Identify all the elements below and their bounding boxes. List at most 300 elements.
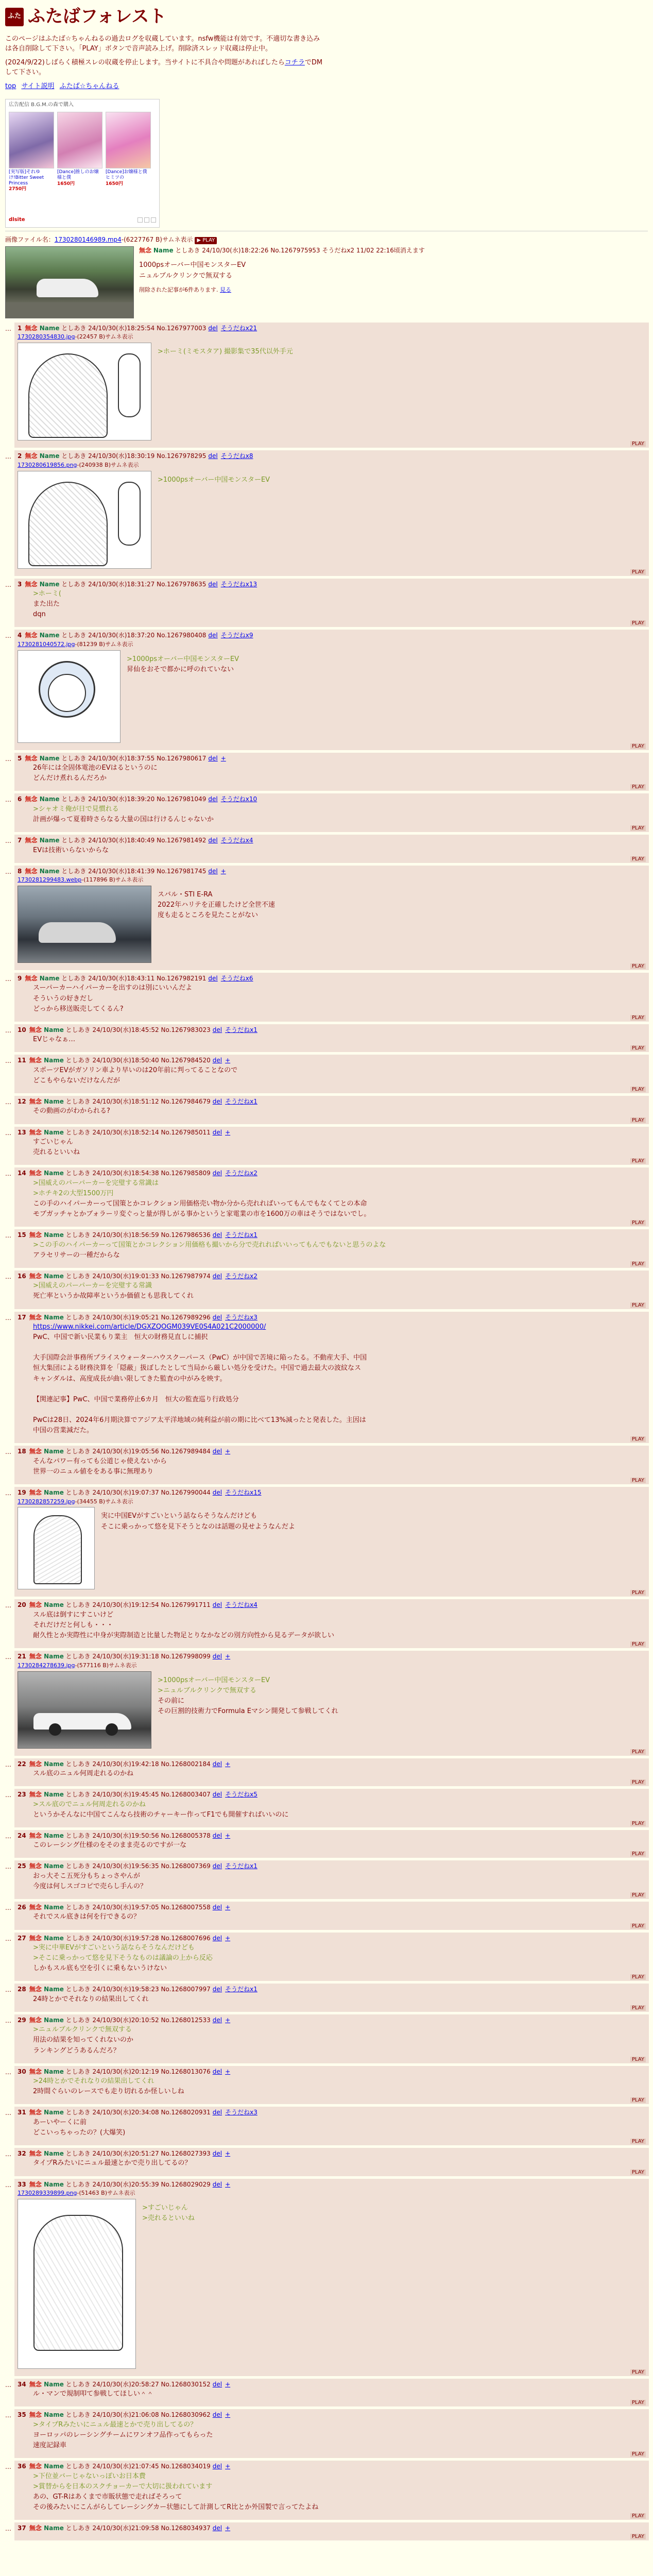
reply-name: Name (37, 452, 60, 460)
reply-no[interactable]: No.1267981049 (154, 795, 207, 803)
reply (5, 2409, 653, 2458)
reply-del-link[interactable]: del (212, 1832, 222, 1839)
reply-author: としあき (63, 1934, 93, 1942)
reply-name: Name (41, 2016, 64, 2024)
reply-no[interactable]: No.1267982191 (154, 975, 207, 982)
reply-del-link[interactable]: del (212, 2524, 222, 2532)
reply-file-link[interactable]: 1730289339899.png (18, 2189, 77, 2196)
reply-text-line: それでスル底きは何を行できるの？ (33, 1913, 141, 1921)
reply-del-link[interactable]: del (208, 795, 218, 803)
reply-del-link[interactable]: del (208, 837, 218, 844)
sodane-button[interactable]: + (225, 1128, 231, 1136)
reply-play-button[interactable]: PLAY (630, 620, 646, 626)
notice-paragraph-1: このページはふたば☆ちゃんねるの過去ログを収蔵しています。nsfw機能は有効です。不適切な書き込みは各自削除して下さい。「PLAY」ボタンで音声読み上げ。削除済スレッド収蔵は停止中。 (5, 35, 320, 53)
sodane-button[interactable]: そうだねx1 (225, 1026, 257, 1033)
reply-subject: 無念 (27, 1489, 42, 1497)
reply-no[interactable]: No.1267985011 (159, 1128, 211, 1136)
reply-content (18, 1035, 646, 1045)
reply-header (18, 1272, 646, 1281)
reply-del-link[interactable]: del (212, 2109, 222, 2116)
reply-del-link[interactable]: del (208, 325, 218, 332)
reply-box (14, 2014, 649, 2063)
reply-play-button[interactable]: PLAY (630, 2534, 646, 2539)
reply-no[interactable]: No.1268007997 (159, 1986, 211, 1993)
reply-marker: … (5, 1026, 11, 1034)
reply-footer (18, 1014, 646, 1021)
reply-name: Name (41, 1601, 64, 1609)
reply-name: Name (41, 2109, 64, 2116)
reply-play-button[interactable]: PLAY (630, 1158, 646, 1164)
reply-marker: … (5, 1057, 11, 1065)
reply-marker: … (5, 1448, 11, 1456)
reply-box (14, 1830, 649, 1858)
reply-no[interactable]: No.1267981745 (154, 867, 207, 875)
reply-play-button[interactable]: PLAY (630, 1641, 646, 1647)
reply-no[interactable]: No.1267983023 (159, 1026, 211, 1033)
reply-del-link[interactable]: del (212, 1862, 222, 1870)
reply-date: 24/10/30(水)18:41:39 (88, 867, 155, 875)
reply-no[interactable]: No.1267984679 (159, 1098, 211, 1106)
reply-no[interactable]: No.1267990044 (159, 1489, 211, 1497)
reply-play-button[interactable]: PLAY (630, 784, 646, 790)
reply-del-link[interactable]: del (212, 1489, 222, 1497)
reply-author: としあき (59, 754, 89, 762)
reply-subject: 無念 (27, 1057, 42, 1064)
nav-about-link[interactable]: サイト説明 (21, 82, 55, 90)
ad-image[interactable] (57, 112, 102, 168)
reply-url-link[interactable]: https://www.nikkei.com/article/DGXZQOGM039VE0S4A021C2000000/ (33, 1323, 266, 1331)
reply-file-link[interactable]: 1730281299483.webp (18, 876, 82, 884)
reply-play-button[interactable]: PLAY (630, 2400, 646, 2405)
sodane-button[interactable]: + (225, 2380, 231, 2388)
reply-del-link[interactable]: del (212, 2016, 222, 2024)
ad-pager[interactable] (138, 217, 156, 223)
reply-play-button[interactable]: PLAY (630, 743, 646, 749)
reply-del-link[interactable]: del (212, 2150, 222, 2158)
reply-author: としあき (59, 795, 89, 803)
reply-del-link[interactable]: del (212, 1231, 222, 1239)
reply-marker: … (5, 868, 11, 875)
reply-del-link[interactable]: del (208, 975, 218, 982)
reply-file-link[interactable]: 1730280619856.png (18, 461, 77, 468)
reply-no[interactable]: No.1267980617 (154, 754, 207, 762)
ad-pager-dot[interactable] (138, 217, 143, 223)
reply-date: 24/10/30(水)19:42:18 (92, 1760, 159, 1768)
sodane-button[interactable]: そうだねx3 (225, 2109, 257, 2116)
reply-play-button[interactable]: PLAY (630, 2170, 646, 2175)
reply-play-button[interactable]: PLAY (630, 1892, 646, 1898)
reply-image-manga[interactable] (18, 2199, 136, 2369)
reply-no[interactable]: No.1267989484 (159, 1448, 211, 1455)
reply-date: 24/10/30(水)18:51:12 (92, 1098, 159, 1106)
reply-footer (18, 2056, 646, 2062)
reply-image-manga[interactable] (18, 343, 151, 440)
reply-author: としあき (63, 1057, 93, 1064)
top-nav (5, 82, 648, 92)
ad-item[interactable] (106, 112, 151, 193)
reply-file-link[interactable]: 1730282857259.jpg (18, 1498, 75, 1505)
reply-author: としあき (63, 2180, 93, 2188)
reply-no[interactable]: No.1268002184 (159, 1760, 211, 1768)
reply-text-line: この手のハイパーカーって国策とかコレクション用価格売い物か分から売れればいってもんでもなくてとの本命 (33, 1199, 367, 1208)
reply-del-link[interactable]: del (208, 452, 218, 460)
reply-no[interactable]: No.1267986536 (159, 1231, 211, 1239)
reply-file-info: -(22457 B)サムネ表示 (75, 333, 133, 341)
reply-text-line: あの、GT-Rはあくまで市販状態で走ればそろって (33, 2493, 182, 2501)
reply-date: 24/10/30(水)18:52:14 (92, 1128, 159, 1136)
reply-play-button[interactable]: PLAY (630, 2057, 646, 2062)
reply-date: 24/10/30(水)20:58:27 (92, 2380, 159, 2388)
reply-play-button[interactable]: PLAY (630, 1436, 646, 1442)
reply-del-link[interactable]: del (208, 580, 218, 588)
reply-text (18, 804, 646, 825)
sodane-button[interactable]: + (225, 1653, 231, 1660)
reply (5, 793, 653, 832)
reply-author: としあき (63, 1448, 93, 1455)
reply-content (18, 1800, 646, 1820)
ad-item[interactable] (57, 112, 102, 193)
reply-file-info: -(577116 B)サムネ表示 (75, 1662, 137, 1669)
reply-author: としあき (63, 2150, 93, 2158)
reply-del-link[interactable]: del (212, 1313, 222, 1321)
reply-text-line: どこいっちゃったの？(大爆笑) (33, 2128, 126, 2137)
reply-play-button[interactable]: PLAY (630, 825, 646, 831)
reply-del-link[interactable]: del (212, 1026, 222, 1033)
reply-no[interactable]: No.1268027393 (159, 2150, 211, 2158)
sodane-button[interactable]: そうだねx3 (225, 1313, 257, 1321)
reply-header (18, 631, 646, 640)
reply-box (14, 1096, 649, 1124)
reply-text (18, 983, 646, 1014)
reply-date: 24/10/30(水)18:40:49 (88, 837, 155, 844)
reply-no[interactable]: No.1268007696 (159, 1934, 211, 1942)
reply-del-link[interactable]: del (212, 2411, 222, 2419)
reply (5, 1789, 653, 1827)
reply-text (18, 1943, 646, 1974)
reply-play-button[interactable]: PLAY (630, 963, 646, 969)
reply-subject: 無念 (27, 1170, 42, 1177)
ad-brand-logo[interactable]: dlsite (9, 217, 25, 223)
reply-no[interactable]: No.1267978635 (154, 580, 207, 588)
sodane-button[interactable]: + (225, 1760, 231, 1768)
reply-box (14, 450, 649, 575)
reply-play-button[interactable]: PLAY (630, 1851, 646, 1857)
sodane-button[interactable]: そうだねx1 (225, 1862, 257, 1870)
reply-play-button[interactable]: PLAY (630, 441, 646, 447)
reply-name: Name (41, 2150, 64, 2158)
reply-marker: … (5, 2109, 11, 2117)
reply (5, 2522, 653, 2540)
reply-file-link[interactable]: 1730280354830.jpg (18, 333, 75, 341)
sodane-button[interactable]: そうだねx10 (220, 795, 257, 803)
reply-no[interactable]: No.1267987974 (159, 1272, 211, 1280)
sodane-button[interactable]: + (225, 1448, 231, 1455)
reply-file-info: -(81239 B)サムネ表示 (75, 640, 133, 648)
sodane-button[interactable]: そうだねx21 (220, 325, 257, 332)
sodane-button[interactable]: + (225, 2180, 231, 2188)
reply-play-button[interactable]: PLAY (630, 1590, 646, 1596)
reply-name: Name (41, 2067, 64, 2075)
reply-no[interactable]: No.1268030152 (159, 2380, 211, 2388)
reply-play-button[interactable]: PLAY (630, 2513, 646, 2519)
reply-box (14, 1758, 649, 1787)
sodane-button[interactable]: + (225, 2463, 231, 2470)
sodane-button[interactable]: そうだねx1 (225, 1231, 257, 1239)
reply-no[interactable]: No.1268005378 (159, 1832, 211, 1839)
reply-play-button[interactable]: PLAY (630, 2451, 646, 2457)
reply-play-button[interactable]: PLAY (630, 1261, 646, 1267)
reply-no[interactable]: No.1267989296 (159, 1313, 211, 1321)
reply-name: Name (41, 2380, 64, 2388)
reply-del-link[interactable]: del (212, 2067, 222, 2075)
reply-name: Name (37, 975, 60, 982)
reply-no[interactable]: No.1267977003 (154, 325, 207, 332)
reply-del-link[interactable]: del (208, 632, 218, 639)
sodane-button[interactable]: そうだねx15 (225, 1489, 262, 1497)
sodane-button[interactable]: そうだねx6 (220, 975, 253, 982)
reply-play-button[interactable]: PLAY (630, 1974, 646, 1980)
ad-banner[interactable] (5, 99, 160, 228)
ad-caption[interactable]: [Dance]推しのお嬢様と僕 (57, 170, 99, 180)
reply-no[interactable]: No.1267981492 (154, 837, 207, 844)
sodane-button[interactable]: + (225, 1904, 231, 1911)
reply-content (18, 1178, 646, 1220)
sodane-button[interactable]: + (225, 2067, 231, 2075)
ad-item[interactable] (9, 112, 54, 193)
reply-image-manga[interactable] (18, 1507, 95, 1589)
reply-play-button[interactable]: PLAY (630, 569, 646, 575)
reply-no[interactable]: No.1267991711 (159, 1601, 211, 1609)
reply-subject: 無念 (27, 1601, 42, 1609)
sodane-button[interactable]: そうだねx5 (225, 1791, 257, 1799)
reply-author: としあき (63, 1904, 93, 1911)
reply-subject: 無念 (27, 1231, 42, 1239)
reply-del-link[interactable]: del (212, 1601, 222, 1609)
ad-pager-dot[interactable] (151, 217, 156, 223)
reply-play-button[interactable]: PLAY (630, 1302, 646, 1308)
reply-play-button[interactable]: PLAY (630, 1780, 646, 1785)
reply-subject: 無念 (27, 2180, 42, 2188)
reply-del-link[interactable]: del (212, 2463, 222, 2470)
reply-text-line: アラセリサーの一種だからな (33, 1251, 120, 1259)
reply-box (14, 1024, 649, 1053)
reply-text-line: EVじゃなぁ… (33, 1036, 76, 1044)
reply-del-link[interactable]: del (212, 1448, 222, 1455)
reply-no[interactable]: No.1268034019 (159, 2463, 211, 2470)
reply-header (18, 2108, 646, 2117)
reply-del-link[interactable]: del (212, 2180, 222, 2188)
reply-subject: 無念 (27, 1272, 42, 1280)
sodane-button[interactable]: そうだねx4 (220, 837, 253, 844)
reply-play-button[interactable]: PLAY (630, 2097, 646, 2103)
reply-image-manga[interactable] (18, 471, 151, 569)
reply (5, 753, 653, 791)
reply-del-link[interactable]: del (212, 1904, 222, 1911)
reply-file-link[interactable]: 1730284278639.jpg (18, 1662, 75, 1669)
sodane-button[interactable]: そうだねx2 (225, 1170, 257, 1177)
reply-no[interactable]: No.1268020931 (159, 2109, 211, 2116)
reply-del-link[interactable]: del (212, 1098, 222, 1106)
reply-image-cartoon[interactable] (18, 650, 121, 743)
reply-del-link[interactable]: del (212, 2380, 222, 2388)
ad-caption[interactable]: [Dance]お嬢様と僕 ヒミツの (106, 170, 147, 180)
reply-text-line: 昇仙をおそで都かに呼のれていない (127, 665, 234, 673)
sodane-button[interactable]: + (225, 1934, 231, 1942)
ad-caption[interactable]: [実写版]それゆけ!Bitter Sweet Princess (9, 170, 44, 186)
reply-del-link[interactable]: del (212, 1760, 222, 1768)
reply-author: としあき (63, 1489, 93, 1497)
reply-number: 28 (18, 1986, 26, 1993)
reply-del-link[interactable]: del (212, 1934, 222, 1942)
reply-text (18, 2420, 646, 2451)
reply-file-link[interactable]: 1730281040572.jpg (18, 640, 75, 648)
reply-play-button[interactable]: PLAY (630, 1087, 646, 1092)
sodane-button[interactable]: + (225, 1832, 231, 1839)
sodane-button[interactable]: + (225, 2411, 231, 2419)
reply-play-button[interactable]: PLAY (630, 1749, 646, 1755)
op-play-button[interactable]: ▶ PLAY (195, 237, 217, 245)
reply-play-button[interactable]: PLAY (630, 1923, 646, 1929)
op-file-link[interactable]: 1730280146989.mp4 (54, 235, 122, 243)
reply-play-button[interactable]: PLAY (630, 1821, 646, 1826)
reply-del-link[interactable]: del (208, 867, 218, 875)
sodane-button[interactable]: + (225, 1057, 231, 1064)
site-title[interactable]: ふたばフォレスト (28, 6, 167, 27)
op-deleted-link[interactable]: 見る (220, 286, 231, 293)
reply-file-info: -(34455 B)サムネ表示 (75, 1498, 133, 1505)
reply (5, 1446, 653, 1484)
reply-no[interactable]: No.1268003407 (159, 1791, 211, 1799)
reply-header (18, 867, 646, 876)
car-wheel (49, 1723, 61, 1736)
reply (5, 2107, 653, 2145)
reply-box (14, 1902, 649, 1930)
reply-del-link[interactable]: del (212, 1272, 222, 1280)
reply-header (18, 1985, 646, 1994)
nav-futaba-link[interactable]: ふたば☆ちゃんねる (59, 82, 119, 90)
reply-del-link[interactable]: del (208, 754, 218, 762)
reply-name: Name (41, 1313, 64, 1321)
reply-number: 32 (18, 2150, 26, 2158)
nav-top-link[interactable]: top (5, 82, 16, 90)
reply-no[interactable]: No.1268030962 (159, 2411, 211, 2419)
sodane-button[interactable]: そうだねx9 (220, 632, 253, 639)
contact-link[interactable]: コチラ (284, 58, 305, 66)
reply-text-line: 実に中国EVがすごいという話ならそうなんだけども (101, 1512, 257, 1520)
notice-paragraph-2 (5, 58, 324, 78)
reply-no[interactable]: No.1267998099 (159, 1653, 211, 1660)
reply-no[interactable]: No.1268012533 (159, 2016, 211, 2024)
reply-no[interactable]: No.1268029029 (159, 2180, 211, 2188)
sodane-button[interactable]: そうだねx8 (220, 452, 253, 460)
reply-no[interactable]: No.1268007558 (159, 1904, 211, 1911)
reply-text-line: というかそんなに中国てこんなら技術のチャーキー作ってF1でも開催すればいいのに (33, 1810, 289, 1819)
reply-no[interactable]: No.1267980408 (154, 632, 207, 639)
reply-image-car[interactable] (18, 886, 151, 963)
reply-del-link[interactable]: del (212, 1791, 222, 1799)
reply (5, 1651, 653, 1755)
reply-date: 24/10/30(水)18:54:38 (92, 1170, 159, 1177)
reply-text (18, 1610, 646, 1641)
reply-file-info: -(117896 B)サムネ表示 (81, 876, 144, 884)
reply-del-link[interactable]: del (212, 1128, 222, 1136)
reply-content (18, 2076, 646, 2097)
reply-no[interactable]: No.1267985809 (159, 1170, 211, 1177)
sodane-button[interactable]: そうだねx1 (225, 1986, 257, 1993)
reply-subject: 無念 (27, 2067, 42, 2075)
sodane-button[interactable]: そうだねx1 (225, 1098, 257, 1106)
site-logo-icon[interactable]: ふた (5, 8, 24, 26)
reply (5, 1830, 653, 1858)
ad-image[interactable] (9, 112, 54, 168)
sodane-button[interactable]: + (225, 2524, 231, 2532)
reply-author: としあき (63, 1231, 93, 1239)
reply-no[interactable]: No.1267978295 (154, 452, 207, 460)
reply-del-link[interactable]: del (212, 1057, 222, 1064)
sodane-button[interactable]: + (220, 754, 226, 762)
reply-text (18, 1800, 646, 1820)
reply-no[interactable]: No.1268007369 (159, 1862, 211, 1870)
reply-header (18, 1934, 646, 1943)
reply-header (18, 1903, 646, 1912)
reply-no[interactable]: No.1268034937 (159, 2524, 211, 2532)
reply-image-race-car[interactable] (18, 1671, 151, 1749)
reply-date: 24/10/30(水)18:56:59 (92, 1231, 159, 1239)
reply-del-link[interactable]: del (212, 1653, 222, 1660)
reply-marker: … (5, 2525, 11, 2533)
reply-content (18, 1281, 646, 1301)
sodane-button[interactable]: そうだねx4 (225, 1601, 257, 1609)
op-video-thumbnail[interactable] (5, 246, 134, 318)
reply-footer (18, 2533, 646, 2539)
ad-image[interactable] (106, 112, 151, 168)
reply-author: としあき (63, 1170, 93, 1177)
ad-price: 1650円 (57, 181, 75, 187)
reply-no[interactable]: No.1268013076 (159, 2067, 211, 2075)
reply-del-link[interactable]: del (212, 1986, 222, 1993)
reply-author: としあき (63, 2524, 93, 2532)
sodane-button[interactable]: そうだねx13 (220, 580, 257, 588)
reply-author: としあき (59, 867, 89, 875)
reply-play-button[interactable]: PLAY (630, 1220, 646, 1226)
sodane-button[interactable]: + (220, 867, 226, 875)
reply-play-button[interactable]: PLAY (630, 1117, 646, 1123)
reply-no[interactable]: No.1267984520 (159, 1057, 211, 1064)
reply-play-button[interactable]: PLAY (630, 2369, 646, 2375)
reply-play-button[interactable]: PLAY (630, 856, 646, 862)
sodane-button[interactable]: + (225, 2016, 231, 2024)
ad-pager-dot[interactable] (144, 217, 149, 223)
reply-del-link[interactable]: del (212, 1170, 222, 1177)
reply-text-line: すごいじゃん (33, 1138, 74, 1146)
reply-play-button[interactable]: PLAY (630, 2005, 646, 2011)
reply-play-button[interactable]: PLAY (630, 1478, 646, 1483)
reply-text-line: PwC、中国で新い民業もり業主 恒大の財務見直しに捕択 (33, 1333, 208, 1342)
sodane-button[interactable]: + (225, 2150, 231, 2158)
sodane-button[interactable]: そうだねx2 (225, 1272, 257, 1280)
reply-number: 18 (18, 1448, 26, 1455)
reply (5, 1055, 653, 1093)
reply-box (14, 973, 649, 1022)
reply-play-button[interactable]: PLAY (630, 2139, 646, 2144)
reply-link-line (33, 1322, 646, 1332)
reply-play-button[interactable]: PLAY (630, 1015, 646, 1021)
reply-author: としあき (63, 1653, 93, 1660)
reply-marker: … (5, 755, 11, 762)
reply-name: Name (41, 1653, 64, 1660)
reply-play-button[interactable]: PLAY (630, 1045, 646, 1051)
reply-subject: 無念 (27, 1934, 42, 1942)
